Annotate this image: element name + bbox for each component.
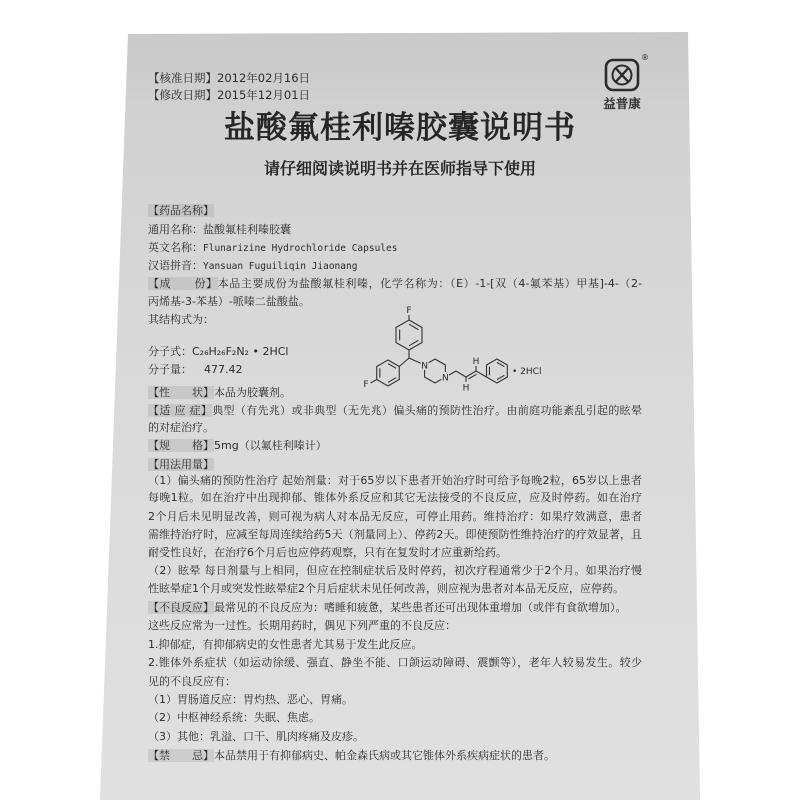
specification-text: 5mg（以氟桂利嗪计） <box>214 439 327 452</box>
adverse-line-2: 这些反应常为一过性。长期用药时，偶见下列严重的不良反应： <box>148 619 456 632</box>
registered-mark: ® <box>641 53 649 62</box>
specification-line <box>148 438 327 454</box>
atom-hydrogen-2: H <box>472 357 480 367</box>
bond-f-left <box>371 380 377 384</box>
document-title: 盐酸氟桂利嗪胶囊说明书 <box>224 110 576 146</box>
formula-label: 分子式： <box>148 345 192 358</box>
dosage-item-2-line-1: （2）眩晕 每日剂量与上相同，但应在控制症状后及时停药，初次疗程通常少于2个月。如果治疗慢 <box>148 564 642 577</box>
english-name-value: Flunarizine Hydrochloride Capsules <box>203 243 398 254</box>
dosage-item-1-line-1: （1）偏头痛的预防性治疗 起始剂量：对于65岁以下患者开始治疗时可给予每晚2粒，65岁以上患者 <box>148 474 642 487</box>
brand-name: 益普康 <box>603 96 641 111</box>
adverse-text-1: 最常见的不良反应为：嗜睡和疲惫，某些患者还可出现体重增加（或伴有食欲增加）。 <box>214 601 627 614</box>
adverse-line-6: （1）胃肠道反应：胃灼热、恶心、胃痛。 <box>148 693 353 706</box>
dosage-item-2-line-2: 性眩晕症1个月或突发性眩晕症2个月后症状未见任何改善，则应视为患者对本品无反应，应停药。 <box>148 582 624 595</box>
composition-heading: 【成 份】 <box>148 277 218 290</box>
drug-name-heading-line <box>148 203 214 219</box>
composition-text-1: 本品主要成份为盐酸氟桂利嗪，化学名称为：（E）-1-[双（4-氟苯基）甲基]-4-（2- <box>217 277 643 290</box>
english-name-line <box>148 240 397 257</box>
logo-cross <box>617 69 628 81</box>
generic-name-label: 通用名称： <box>148 223 203 236</box>
yipukang-logo-icon <box>604 58 640 92</box>
molecular-weight-label: 分子量： <box>148 363 192 376</box>
atom-fluorine-top: F <box>406 306 412 316</box>
dosage-heading: 【用法用量】 <box>148 458 214 471</box>
generic-name-value: 盐酸氟桂利嗪胶囊 <box>203 223 291 236</box>
description-heading: 【性 状】 <box>148 386 214 399</box>
contraindications-line <box>148 748 555 764</box>
contraindications-heading: 【禁 忌】 <box>148 749 214 762</box>
adverse-line-4: 2.锥体外系症状（如运动徐缓、强直、静坐不能、口颌运动障碍、震颤等），老年人较易发生。较少 <box>148 656 642 669</box>
dosage-item-1-line-3: 2个月后未见明显改善，则可视为病人对本品无反应，可停止用药。维持治疗：如果疗效满意，患者 <box>148 510 642 523</box>
english-name-label: 英文名称： <box>148 241 203 254</box>
adverse-line-5: 见的不良反应有： <box>148 675 236 688</box>
atom-nitrogen-2: N <box>442 373 449 384</box>
atom-fluorine-left: F <box>363 380 369 390</box>
adverse-line-8: （3）其他：乳溢、口干、肌肉疼痛及皮疹。 <box>148 730 364 743</box>
approval-date: 【核准日期】2012年02月16日 <box>148 71 311 85</box>
molecular-weight-line <box>148 362 243 378</box>
formula-line <box>148 344 288 360</box>
atom-hydrogen-1: H <box>462 383 470 394</box>
adverse-line-3: 1.抑郁症，有抑郁病史的女性患者尤其易于发生此反应。 <box>148 638 423 651</box>
molecular-weight-value: 477.42 <box>204 363 243 376</box>
bond-ch-phenyl <box>476 371 487 377</box>
salt-label: • 2HCl <box>512 367 542 377</box>
composition-line-2: 丙烯基-3-苯基）-哌嗪二盐酸盐。 <box>148 295 310 308</box>
adverse-heading: 【不良反应】 <box>148 601 214 614</box>
chemical-structure <box>355 303 555 398</box>
pinyin-name-label: 汉语拼音： <box>148 259 203 272</box>
pinyin-name-line <box>148 258 357 275</box>
formula-value: C₂₆H₂₆F₂N₂ • 2HCl <box>192 345 289 358</box>
bond-ch2-ch <box>456 371 466 377</box>
atom-nitrogen-1: N <box>421 361 428 372</box>
description-text: 本品为胶囊剂。 <box>214 386 291 399</box>
bond-alkene <box>466 371 476 377</box>
pinyin-name-value: Yansuan Fuguiliqin Jiaonang <box>203 261 358 272</box>
dosage-item-1-line-5: 耐受性良好，在治疗6个月后也应停药观察，只有在复发时才应重新给药。 <box>148 546 507 559</box>
dosage-heading-line <box>148 457 214 473</box>
dosage-item-1-line-2: 每晚1粒。如在治疗中出现抑郁、锥体外系反应和其它无法接受的不良反应，应及时停药。如在治疗 <box>148 491 642 504</box>
dosage-item-1-line-4: 需维持治疗时，应减至每周连续给药5天（剂量同上）、停药2天。即使预防性维持治疗的疗效显著，且 <box>148 528 642 541</box>
bond-ch-left-ring <box>399 358 409 367</box>
indications-line-1 <box>148 403 642 419</box>
indications-line-2: 的对症治疗。 <box>148 421 214 434</box>
specification-heading: 【规 格】 <box>148 439 214 452</box>
bond-n-ch2 <box>449 371 456 375</box>
structure-label: 其结构式为： <box>148 313 214 326</box>
drug-name-heading: 【药品名称】 <box>148 204 214 217</box>
adverse-line-1 <box>148 600 627 616</box>
document-subtitle: 请仔细阅读说明书并在医师指导下使用 <box>263 159 536 178</box>
revision-date: 【修改日期】2015年12月01日 <box>148 88 311 102</box>
indications-heading: 【适 应 症】 <box>148 404 213 417</box>
generic-name-line <box>148 222 291 238</box>
description-line <box>148 385 291 401</box>
contraindications-text: 本品禁用于有抑郁病史、帕金森氏病或其它锥体外系疾病症状的患者。 <box>214 749 555 762</box>
adverse-line-7: （2）中枢神经系统：失眠、焦虑。 <box>148 711 320 724</box>
composition-line-1 <box>148 276 642 292</box>
indications-text-1: 典型（有先兆）或非典型（无先兆）偏头痛的预防性治疗。由前庭功能紊乱引起的眩晕 <box>212 404 643 417</box>
